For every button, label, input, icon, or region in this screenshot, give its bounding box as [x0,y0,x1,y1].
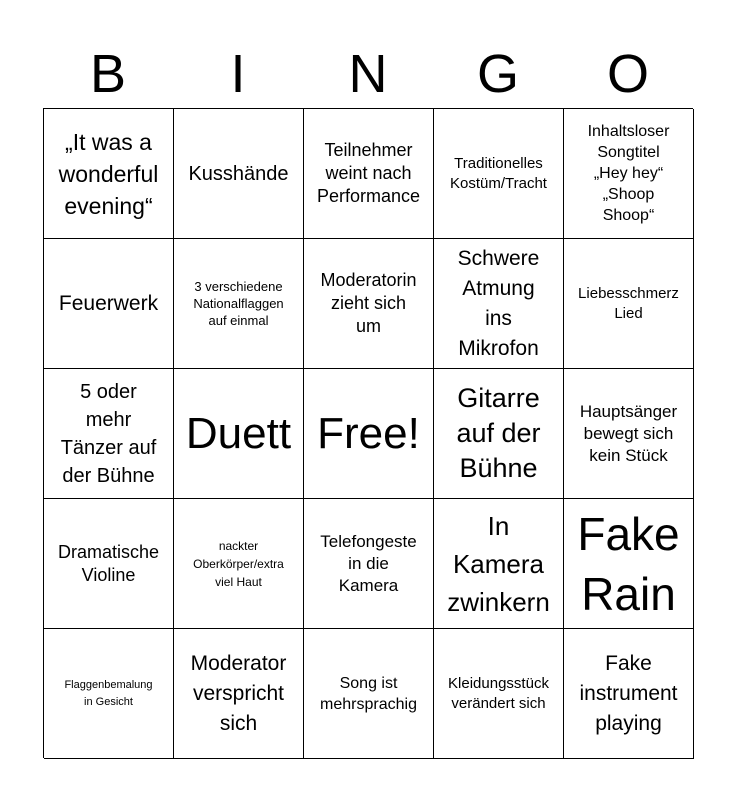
bingo-cell[interactable]: Song ist mehrsprachig [304,629,434,759]
header-letter-n: N [348,44,388,104]
bingo-cell[interactable]: Fake Rain [564,499,694,629]
bingo-cell[interactable]: Liebesschmerz Lied [564,239,694,369]
bingo-cell[interactable]: Traditionelles Kostüm/Tracht [434,109,564,239]
bingo-cell[interactable]: Feuerwerk [44,239,174,369]
bingo-cell[interactable]: Hauptsänger bewegt sich kein Stück [564,369,694,499]
bingo-cell[interactable]: Moderatorin zieht sich um [304,239,434,369]
bingo-cell[interactable]: 5 oder mehr Tänzer auf der Bühne [44,369,174,499]
bingo-cell[interactable]: In Kamera zwinkern [434,499,564,629]
bingo-cell[interactable]: 3 verschiedene Nationalflaggen auf einmal [174,239,304,369]
header-letter-g: G [476,44,519,104]
bingo-cell[interactable]: Fake instrument playing [564,629,694,759]
bingo-cell[interactable]: Inhaltsloser Songtitel „Hey hey“ „Shoop Shoop“ [564,109,694,239]
header-letter-i: I [230,44,246,104]
bingo-cell[interactable]: Teilnehmer weint nach Performance [304,109,434,239]
bingo-cell[interactable]: Kusshände [174,109,304,239]
bingo-cell[interactable]: Telefongeste in die Kamera [304,499,434,629]
bingo-cell[interactable]: Schwere Atmung ins Mikrofon [434,239,564,369]
header-letter-o: O [606,44,649,104]
bingo-cell[interactable]: Dramatische Violine [44,499,174,629]
bingo-cell[interactable]: Kleidungsstück verändert sich [434,629,564,759]
bingo-cell[interactable]: Flaggenbemalung in Gesicht [44,629,174,759]
bingo-grid [43,108,693,758]
header-letter-b: B [89,44,127,104]
bingo-cell[interactable]: „It was a wonderful evening“ [44,109,174,239]
bingo-cell[interactable]: nackter Oberkörper/extra viel Haut [174,499,304,629]
bingo-header [43,40,693,108]
free-space[interactable]: Free! [304,369,434,499]
bingo-cell-center[interactable]: Duett [174,369,304,499]
bingo-cell[interactable]: Gitarre auf der Bühne [434,369,564,499]
bingo-cell[interactable]: Moderator verspricht sich [174,629,304,759]
